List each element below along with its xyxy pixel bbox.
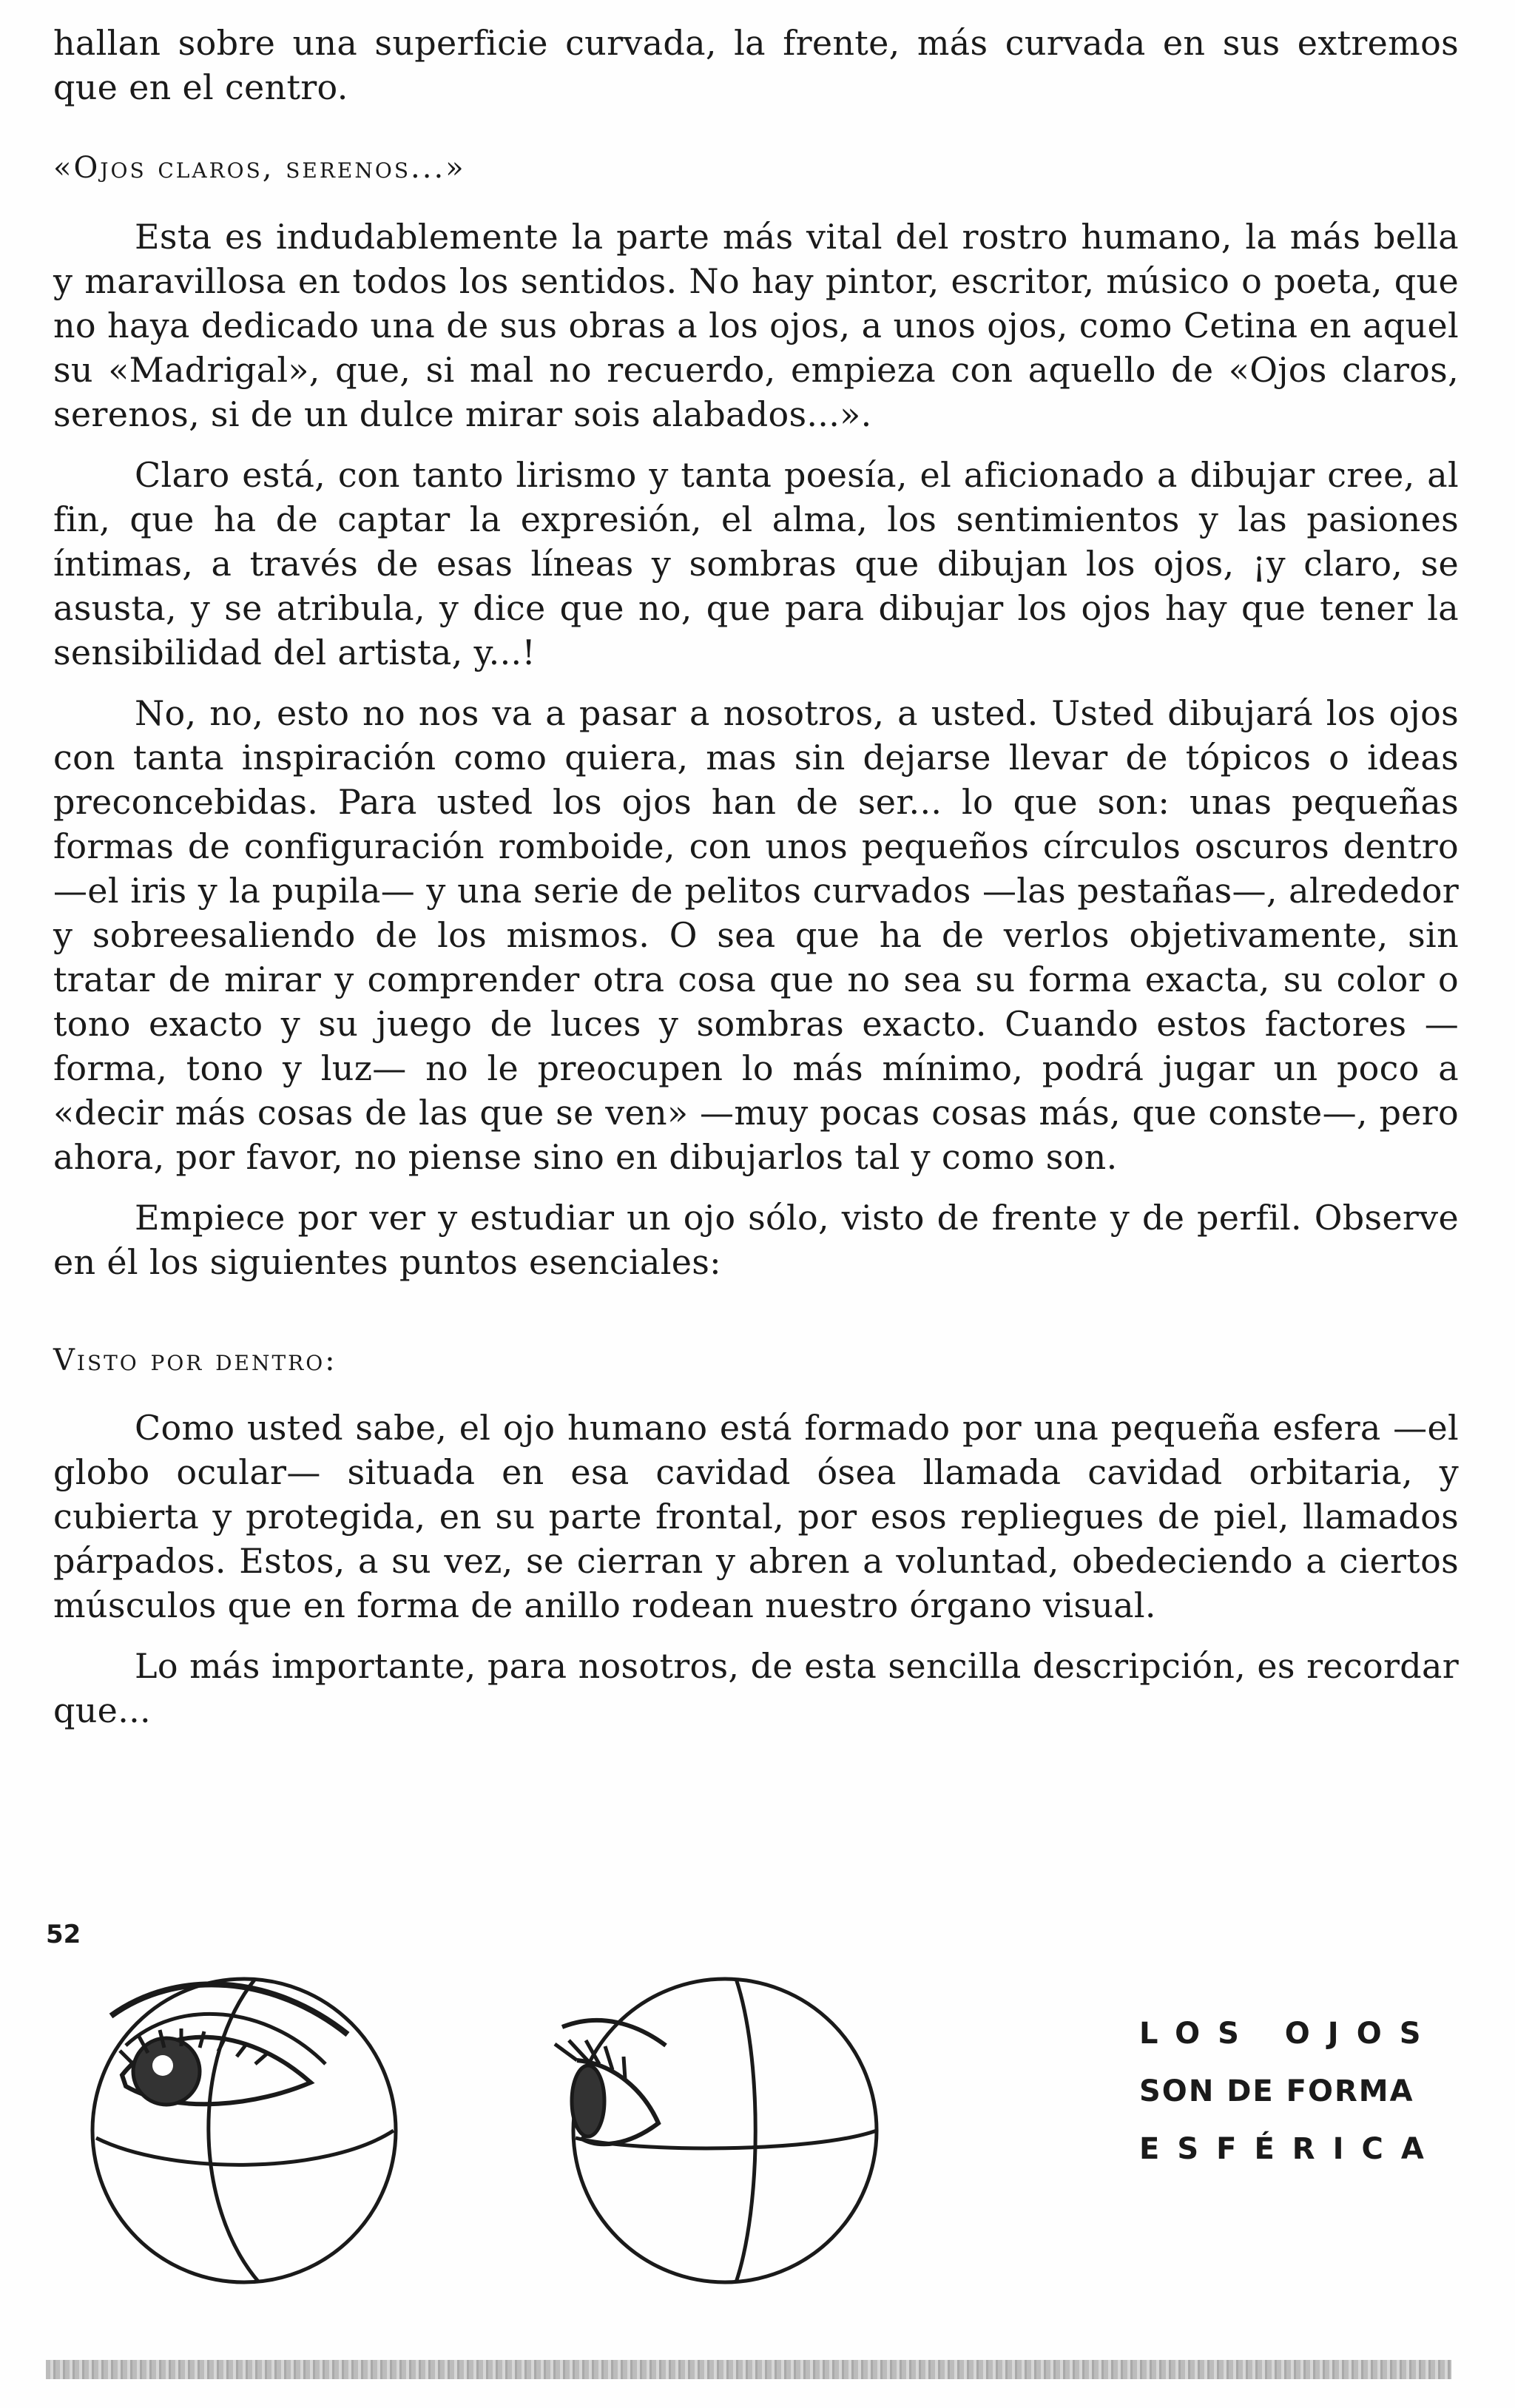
paragraph: No, no, esto no nos va a pasar a nosotros, a usted. Usted dibujará los ojos con tanta inspiración como quiera, mas sin dejarse llevar de tópicos o ideas preconcebidas. Para usted los ojos han de ser... lo que son: unas pequeñas formas de configuración romboide, con unos pequeños círculos oscuros dentro —el iris y la pupila— y una serie de pelitos curvados —las pestañas—, alrededor y sobreesaliendo de los mismos. O sea que ha de verlos objetivamente, sin tratar de mirar y comprender otra cosa que no sea su forma exacta, su color o tono exacto y su juego de luces y sombras exacto. Cuando estos factores —forma, tono y luz— no le preocupen lo más mínimo, podrá jugar un poco a «decir más cosas de las que se ven» —muy pocas cosas más, que conste—, pero ahora, por favor, no piense sino en dibujarlos tal y como son. bbox=[53, 693, 1459, 1177]
eye-sphere-illustration bbox=[81, 1953, 1006, 2301]
caption-line: LOS OJOS bbox=[1139, 2017, 1439, 2051]
caption-line: ESFÉRICA bbox=[1139, 2132, 1442, 2166]
caption-line: SON DE FORMA bbox=[1139, 2074, 1414, 2108]
paragraph: Lo más importante, para nosotros, de esta sencilla descripción, es recordar que... bbox=[53, 1646, 1459, 1730]
paragraph: Como usted sabe, el ojo humano está formado por una pequeña esfera —el globo ocular— situada en esa cavidad ósea llamada cavidad orbitaria, y cubierta y protegida, en su parte frontal, por esos repliegues de piel, llamados párpados. Estos, a su vez, se cierran y abren a voluntad, obedeciendo a ciertos músculos que en forma de anillo rodean nuestro órgano visual. bbox=[53, 1408, 1459, 1625]
scan-edge-bar bbox=[46, 2360, 1451, 2379]
page-number: 52 bbox=[46, 1920, 81, 1949]
paragraph: Esta es indudablemente la parte más vital del rostro humano, la más bella y maravillosa en todos los sentidos. No hay pintor, escritor, músico o poeta, que no haya dedicado una de sus obras a los ojos, a unos ojos, como Cetina en aquel su «Madrigal», que, si mal no recuerdo, empieza con aquello de «Ojos claros, serenos, si de un dulce mirar sois alabados...». bbox=[53, 217, 1459, 434]
front-view-eye bbox=[92, 1979, 396, 2282]
section-heading-visto-por-dentro: Visto por dentro: bbox=[53, 1343, 337, 1377]
continuation-paragraph: hallan sobre una superficie curvada, la frente, más curvada en sus extremos que en el centro. bbox=[53, 23, 1459, 107]
section-heading-ojos-claros: «Ojos claros, serenos...» bbox=[53, 151, 466, 185]
paragraph: Empiece por ver y estudiar un ojo sólo, visto de frente y de perfil. Observe en él los siguientes puntos esenciales: bbox=[53, 1198, 1459, 1282]
paragraph: Claro está, con tanto lirismo y tanta poesía, el aficionado a dibujar cree, al fin, que ha de captar la expresión, el alma, los sentimientos y las pasiones íntimas, a través de esas líneas y sombras que dibujan los ojos, ¡y claro, se asusta, y se atribula, y dice que no, que para dibujar los ojos hay que tener la sensibilidad del artista, y...! bbox=[53, 455, 1459, 672]
figure-caption bbox=[1139, 2005, 1450, 2178]
body-text bbox=[53, 21, 1459, 1733]
profile-view-eye bbox=[555, 1979, 877, 2282]
